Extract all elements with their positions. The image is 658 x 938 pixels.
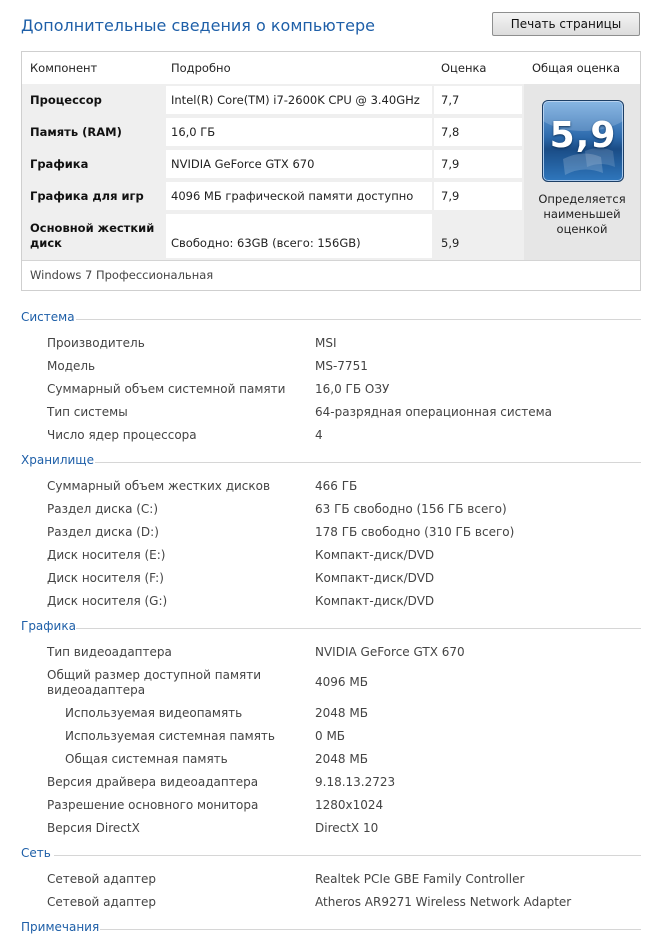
info-value: MS-7751: [315, 359, 368, 373]
header-score: Оценка: [441, 61, 487, 75]
info-key: Используемая видеопамять: [65, 706, 243, 720]
info-key: Версия драйвера видеоадаптера: [47, 775, 259, 789]
header-component: Компонент: [30, 61, 98, 75]
score-row-details: 4096 МБ графической памяти доступно: [171, 189, 414, 203]
score-row-score: 7,8: [441, 125, 460, 139]
info-value: Atheros AR9271 Wireless Network Adapter: [315, 895, 572, 909]
info-value: 0 МБ: [315, 729, 346, 743]
divider: [100, 929, 641, 930]
print-page-button[interactable]: Печать страницы: [492, 12, 640, 36]
info-value: MSI: [315, 336, 337, 350]
info-value: 4096 МБ: [315, 675, 368, 689]
score-row-score: 5,9: [441, 236, 460, 250]
score-row-component: Процессор: [30, 93, 102, 107]
header-details: Подробно: [171, 61, 231, 75]
score-row-component: Основной жесткий диск: [30, 221, 155, 250]
info-key: Тип системы: [47, 405, 128, 419]
section-title-network: Сеть: [21, 846, 51, 860]
info-value: 63 ГБ свободно (156 ГБ всего): [315, 502, 507, 516]
page-title: Дополнительные сведения о компьютере: [21, 16, 375, 35]
score-row-details: Свободно: 63GB (всего: 156GB): [171, 236, 361, 250]
section-title-graphics: Графика: [21, 619, 76, 633]
section-title-storage: Хранилище: [21, 453, 94, 467]
section-title-system: Система: [21, 310, 75, 324]
score-row-component: Память (RAM): [30, 125, 122, 139]
info-value: 4: [315, 428, 323, 442]
info-key: Диск носителя (E:): [47, 548, 166, 562]
info-value: 1280x1024: [315, 798, 384, 812]
info-key: Раздел диска (D:): [47, 525, 159, 539]
info-key: Производитель: [47, 336, 145, 350]
score-row-score: 7,9: [441, 157, 460, 171]
os-edition: Windows 7 Профессиональная: [30, 268, 214, 282]
info-value: Компакт-диск/DVD: [315, 571, 435, 585]
score-panel: [21, 51, 641, 291]
info-key: Версия DirectX: [47, 821, 140, 835]
score-row-details: NVIDIA GeForce GTX 670: [171, 157, 315, 171]
score-row-score: 7,7: [441, 93, 460, 107]
info-key: Диск носителя (G:): [47, 594, 168, 608]
score-row-details: Intel(R) Core(TM) i7-2600K CPU @ 3.40GHz: [171, 93, 420, 107]
info-value: Компакт-диск/DVD: [315, 594, 435, 608]
base-score-badge: [542, 100, 624, 182]
info-value: 466 ГБ: [315, 479, 358, 493]
info-key: Модель: [47, 359, 96, 373]
info-key: Общая системная память: [65, 752, 228, 766]
info-key: Используемая системная память: [65, 729, 275, 743]
info-key: Сетевой адаптер: [47, 872, 157, 886]
info-value: NVIDIA GeForce GTX 670: [315, 645, 465, 659]
base-score-column: [524, 84, 640, 260]
info-key: Диск носителя (F:): [47, 571, 164, 585]
info-value: 64-разрядная операционная система: [315, 405, 553, 419]
score-row-component: Графика: [30, 157, 89, 171]
info-value: 178 ГБ свободно (310 ГБ всего): [315, 525, 515, 539]
section-title-notes: Примечания: [21, 920, 100, 934]
base-score-number: 5,9: [549, 115, 617, 156]
info-value: 2048 МБ: [315, 752, 368, 766]
info-key: Разрешение основного монитора: [47, 798, 259, 812]
info-key: Суммарный объем жестких дисков: [47, 479, 271, 493]
info-value: 16,0 ГБ ОЗУ: [315, 382, 390, 396]
divider: [95, 462, 641, 463]
score-row-details: 16,0 ГБ: [171, 125, 216, 139]
base-score-note: Определяется наименьшей оценкой: [538, 192, 626, 236]
header-base-score: Общая оценка: [532, 61, 621, 75]
info-value: Компакт-диск/DVD: [315, 548, 435, 562]
info-value: DirectX 10: [315, 821, 379, 835]
info-key: Общий размер доступной памяти видеоадаптера: [47, 668, 262, 697]
info-key: Число ядер процессора: [47, 428, 197, 442]
info-value: 2048 МБ: [315, 706, 368, 720]
info-key: Сетевой адаптер: [47, 895, 157, 909]
score-row-score: 7,9: [441, 189, 460, 203]
info-value: Realtek PCIe GBE Family Controller: [315, 872, 525, 886]
info-key: Раздел диска (C:): [47, 502, 159, 516]
divider: [54, 855, 641, 856]
divider: [22, 260, 640, 261]
score-row-component: Графика для игр: [30, 189, 144, 203]
divider: [76, 319, 641, 320]
divider: [76, 628, 641, 629]
info-key: Тип видеоадаптера: [47, 645, 172, 659]
info-value: 9.18.13.2723: [315, 775, 396, 789]
info-key: Суммарный объем системной памяти: [47, 382, 286, 396]
